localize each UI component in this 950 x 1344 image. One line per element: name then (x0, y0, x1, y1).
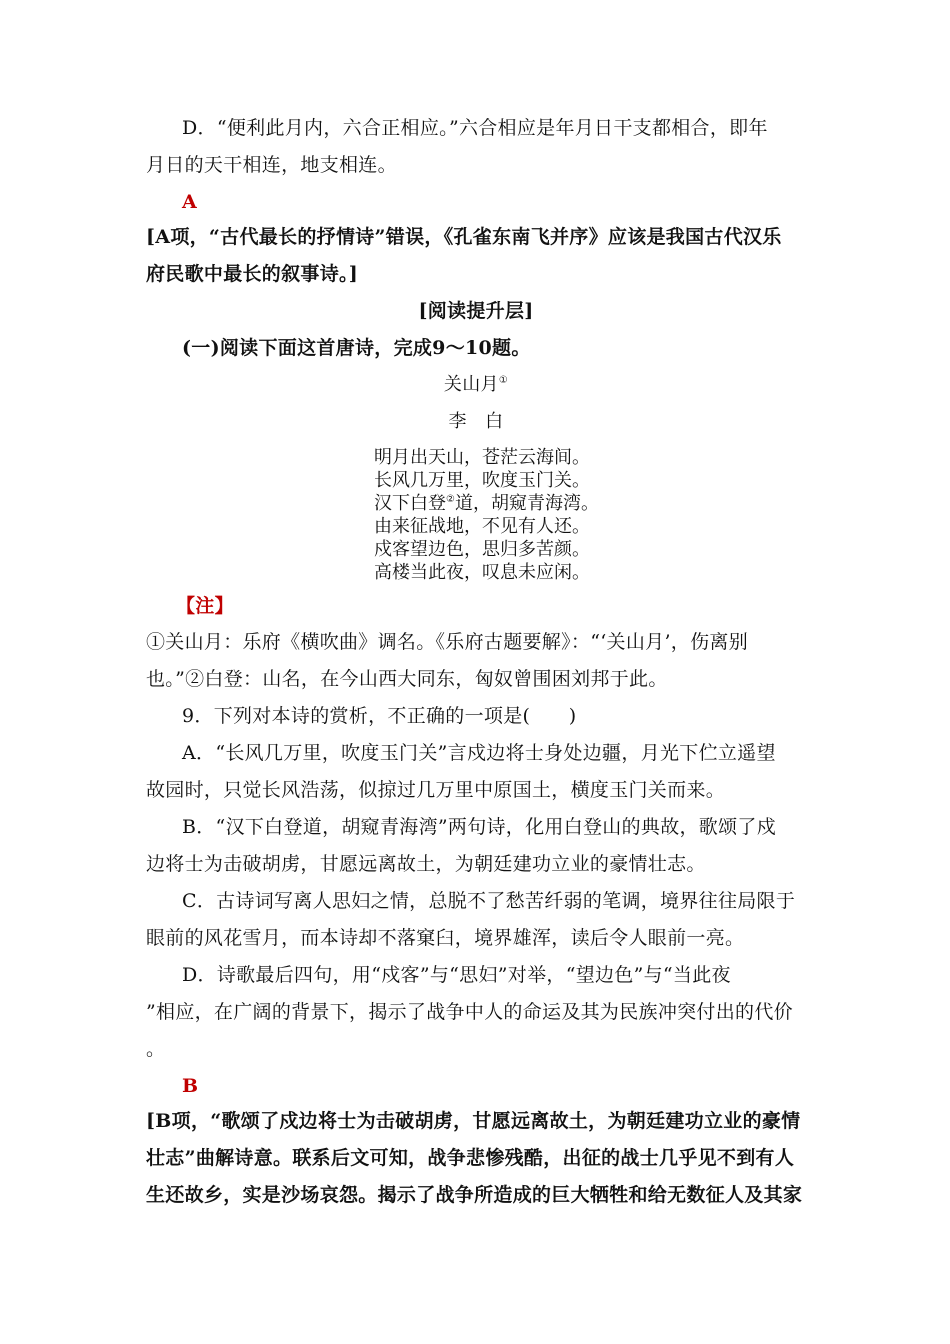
q9-option-b-line1: B．“汉下白登道，胡窥青海湾”两句诗，化用白登山的典故，歌颂了戍 (182, 816, 776, 838)
poem-line-1: 明月出天山，苍茫云海间。 (374, 447, 590, 468)
q8-explanation-line2: 府民歌中最长的叙事诗。] (146, 263, 359, 285)
q9-option-a-line1: A．“长风几万里，吹度玉门关”言戍边将士身处边疆，月光下伫立遥望 (182, 742, 776, 764)
q9-option-b-line2: 边将士为击破胡虏，甘愿远离故土，为朝廷建功立业的豪情壮志。 (146, 853, 706, 875)
poem-line-5: 戍客望边色，思归多苦颜。 (374, 539, 590, 560)
poem-title (146, 373, 806, 397)
q9-option-d-line3: 。 (146, 1038, 166, 1060)
q8-option-d-line2: 月日的天干相连，地支相连。 (146, 154, 397, 176)
notes-line1: ①关山月：乐府《横吹曲》调名。《乐府古题要解》：“‘关山月’，伤离别 (146, 631, 748, 653)
q9-option-a-line2: 故园时，只觉长风浩荡，似掠过几万里中原国土，横度玉门关而来。 (146, 779, 726, 801)
q9-option-d-line2: ”相应，在广阔的背景下，揭示了战争中人的命运及其为民族冲突付出的代价 (146, 1001, 793, 1023)
poem-line-3-part2: 道，胡窥青海湾。 (454, 493, 599, 514)
q9-option-c-line1: C．古诗词写离人思妇之情，总脱不了愁苦纤弱的笔调，境界往往局限于 (182, 890, 796, 912)
poem-line-4: 由来征战地，不见有人还。 (374, 516, 590, 537)
poem-line-6: 高楼当此夜，叹息未应闲。 (374, 562, 590, 583)
q8-explanation-line1: [A项，“古代最长的抒情诗”错误，《孔雀东南飞并序》应该是我国古代汉乐 (146, 226, 782, 248)
poem-title-note-mark: ① (498, 375, 509, 386)
poem-author: 李 白 (448, 411, 504, 432)
notes-line2: 也。”②白登：山名，在今山西大同东，匈奴曾围困刘邦于此。 (146, 668, 668, 690)
q9-stem: 9．下列对本诗的赏析，不正确的一项是( ) (182, 705, 577, 727)
section-title: [阅读提升层] (418, 300, 534, 322)
reading-intro: (一)阅读下面这首唐诗，完成9～10题。 (182, 337, 531, 359)
q9-option-d-line1: D．诗歌最后四句，用“戍客”与“思妇”对举，“望边色”与“当此夜 (182, 964, 731, 986)
q9-explanation-line3: 生还故乡，实是沙场哀怨。揭示了战争所造成的巨大牺牲和给无数征人及其家 (146, 1184, 803, 1206)
q9-option-c-line2: 眼前的风花雪月，而本诗却不落窠臼，境界雄浑，读后令人眼前一亮。 (146, 927, 745, 949)
q9-explanation-line1: [B项，“歌颂了戍边将士为击破胡虏，甘愿远离故土，为朝廷建功立业的豪情 (146, 1110, 801, 1132)
poem-line-3 (374, 492, 674, 516)
poem-line-3-part1: 汉下白登 (374, 493, 446, 514)
poem-line-3-note-mark: ② (446, 494, 455, 505)
poem-line-2: 长风几万里，吹度玉门关。 (374, 470, 590, 491)
q9-explanation-line2: 壮志”曲解诗意。联系后文可知，战争悲惨残酷，出征的战士几乎见不到有人 (146, 1147, 795, 1169)
q8-answer-letter: A (182, 191, 198, 213)
poem-title-text: 关山月 (443, 374, 499, 395)
q8-option-d-line1: D．“便利此月内，六合正相应。”六合相应是年月日干支都相合，即年 (182, 117, 768, 139)
q9-answer-letter: B (182, 1075, 199, 1097)
notes-label: 【注】 (176, 595, 234, 617)
